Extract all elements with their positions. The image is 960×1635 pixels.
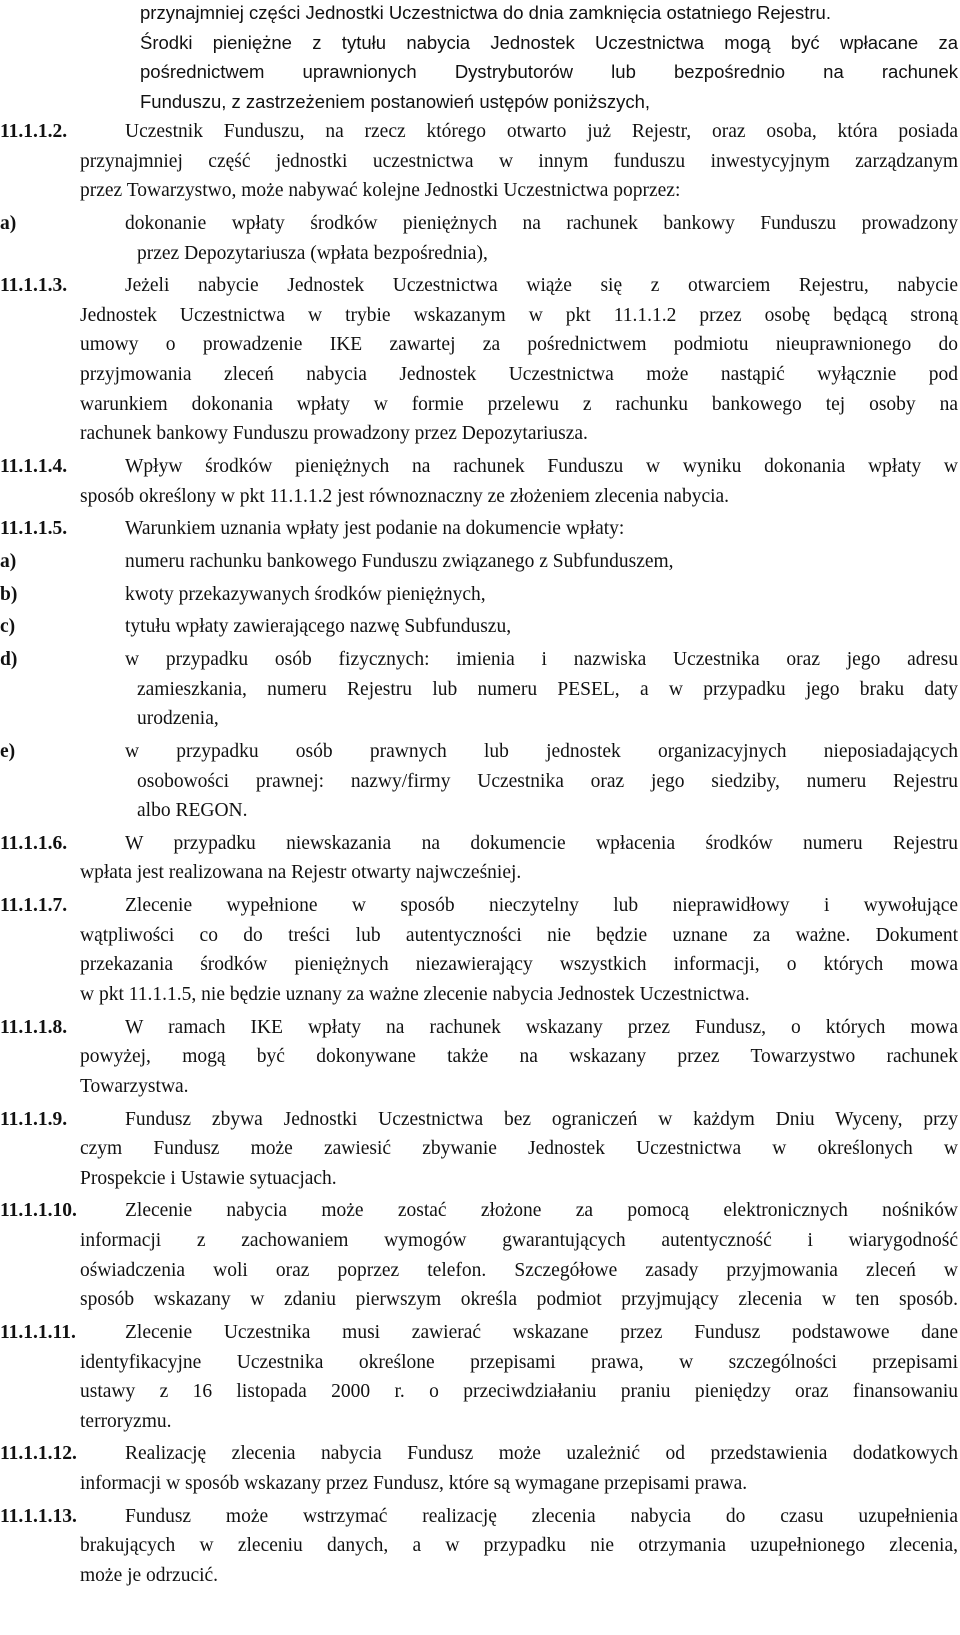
text-line: kwoty przekazywanych środków pieniężnych, bbox=[125, 583, 486, 605]
text-line: Prospekcie i Ustawie sytuacjach. bbox=[80, 1167, 337, 1189]
text-line: Wpływ środków pieniężnych na rachunek Funduszu w wyniku dokonania wpłaty w bbox=[125, 455, 958, 477]
text-line: może je odrzucić. bbox=[80, 1564, 219, 1586]
text-line: ustawy z 16 listopada 2000 r. o przeciwdziałaniu praniu pieniędzy oraz finansowaniu bbox=[80, 1381, 958, 1403]
text-line: w przypadku osób fizycznych: imienia i nazwiska Uczestnika oraz jego adresu bbox=[125, 649, 958, 670]
list-marker: e) bbox=[0, 740, 16, 762]
section-number: 11.1.1.4. bbox=[0, 455, 68, 477]
text-line: zamieszkania, numeru Rejestru lub numeru PESEL, a w przypadku jego braku daty bbox=[137, 678, 958, 700]
text-line: w pkt 11.1.1.5, nie będzie uznany za ważne zlecenie nabycia Jednostek Uczestnictwa. bbox=[80, 983, 750, 1005]
text-line: urodzenia, bbox=[137, 708, 219, 730]
text-line: terroryzmu. bbox=[80, 1410, 172, 1432]
text-line: przez Towarzystwo, może nabywać kolejne Jednostki Uczestnictwa poprzez: bbox=[80, 180, 681, 202]
list-marker: c) bbox=[0, 616, 16, 638]
text-line: Warunkiem uznania wpłaty jest podanie na dokumencie wpłaty: bbox=[125, 518, 625, 540]
text-line: oświadczenia woli oraz poprzez telefon. Szczegółowe zasady przyjmowania zleceń w bbox=[80, 1259, 958, 1281]
text-line: Uczestnik Funduszu, na rzecz którego otwarto już Rejestr, oraz osoba, która posiada bbox=[125, 121, 958, 142]
text-line: Środki pieniężne z tytułu nabycia Jednostek Uczestnictwa mogą być wpłacane za bbox=[140, 31, 958, 53]
text-line: Fundusz zbywa Jednostki Uczestnictwa bez ograniczeń w każdym Dniu Wyceny, przy bbox=[125, 1108, 958, 1130]
section-number: 11.1.1.6. bbox=[0, 832, 68, 854]
text-line: Towarzystwa. bbox=[80, 1075, 189, 1097]
list-marker: a) bbox=[0, 550, 17, 572]
text-line: Jeżeli nabycie Jednostek Uczestnictwa wiąże się z otwarciem Rejestru, nabycie bbox=[125, 275, 958, 297]
section-number: 11.1.1.10. bbox=[0, 1200, 77, 1222]
text-line: Fundusz może wstrzymać realizację zlecenia nabycia do czasu uzupełnienia bbox=[125, 1505, 958, 1527]
section-number: 11.1.1.5. bbox=[0, 518, 68, 540]
text-line: numeru rachunku bankowego Funduszu związanego z Subfunduszem, bbox=[125, 550, 674, 572]
text-line: umowy o prowadzenie IKE zawartej za pośrednictwem podmiotu nieuprawnionego do bbox=[80, 334, 958, 356]
text-line: informacji z zachowaniem wymogów gwarantujących autentyczność i wiarygodność bbox=[80, 1230, 958, 1251]
text-line: warunkiem dokonania wpłaty w formie przelewu z rachunku bankowego tej osoby na bbox=[80, 393, 958, 415]
text-line: albo REGON. bbox=[137, 800, 248, 822]
text-line: przekazania środków pieniężnych niezawierający wszystkich informacji, o których mowa bbox=[80, 954, 958, 976]
text-line: przynajmniej części Jednostki Uczestnictwa do dnia zamknięcia ostatniego Rejestru. bbox=[140, 2, 831, 23]
section-number: 11.1.1.3. bbox=[0, 275, 68, 297]
text-line: czym Fundusz może zawiesić zbywanie Jednostek Uczestnictwa w określonych w bbox=[80, 1138, 958, 1160]
text-line: pośrednictwem uprawnionych Dystrybutorów lub bezpośrednio na rachunek bbox=[140, 61, 958, 83]
text-line: Jednostek Uczestnictwa w trybie wskazanym w pkt 11.1.1.2 przez osobę będącą stroną bbox=[80, 304, 958, 326]
text-line: wątpliwości co do treści lub autentyczności nie będzie uznane za ważne. Dokument bbox=[80, 924, 958, 946]
text-line: W ramach IKE wpłaty na rachunek wskazany przez Fundusz, o których mowa bbox=[125, 1016, 958, 1038]
section-number: 11.1.1.9. bbox=[0, 1108, 68, 1130]
text-line: Zlecenie wypełnione w sposób nieczytelny lub nieprawidłowy i wywołujące bbox=[125, 895, 958, 917]
text-line: przyjmowania zleceń nabycia Jednostek Uczestnictwa może nastąpić wyłącznie pod bbox=[80, 364, 958, 385]
text-line: osobowości prawnej: nazwy/firmy Uczestnika oraz jego siedziby, numeru Rejestru bbox=[137, 770, 958, 792]
text-line: sposób określony w pkt 11.1.1.2 jest równoznaczny ze złożeniem zlecenia nabycia. bbox=[80, 485, 730, 507]
text-line: przynajmniej część jednostki uczestnictwa w innym funduszu inwestycyjnym zarządzanym bbox=[80, 150, 958, 172]
text-line: sposób wskazany w zdaniu pierwszym określa podmiot przyjmujący zlecenia w ten sposób. bbox=[80, 1289, 958, 1311]
text-line: Zlecenie nabycia może zostać złożone za pomocą elektronicznych nośników bbox=[125, 1200, 958, 1222]
text-line: dokonanie wpłaty środków pieniężnych na rachunek bankowy Funduszu prowadzony bbox=[125, 212, 958, 234]
section-number: 11.1.1.2. bbox=[0, 121, 68, 142]
text-line: powyżej, mogą być dokonywane także na wskazany przez Towarzystwo rachunek bbox=[80, 1046, 958, 1068]
section-number: 11.1.1.11. bbox=[0, 1321, 76, 1343]
section-number: 11.1.1.12. bbox=[0, 1443, 77, 1465]
text-line: przez Depozytariusza (wpłata bezpośrednia), bbox=[137, 242, 488, 264]
text-line: brakujących w zleceniu danych, a w przypadku nie otrzymania uzupełnionego zlecenia, bbox=[80, 1535, 958, 1557]
text-line: Zlecenie Uczestnika musi zawierać wskazane przez Fundusz podstawowe dane bbox=[125, 1321, 958, 1343]
list-marker: d) bbox=[0, 649, 18, 670]
text-line: informacji w sposób wskazany przez Fundusz, które są wymagane przepisami prawa. bbox=[80, 1473, 748, 1494]
list-marker: a) bbox=[0, 212, 17, 234]
text-line: tytułu wpłaty zawierającego nazwę Subfunduszu, bbox=[125, 616, 512, 638]
section-number: 11.1.1.8. bbox=[0, 1016, 68, 1038]
text-line: identyfikacyjne Uczestnika określone przepisami prawa, w szczególności przepisami bbox=[80, 1351, 958, 1373]
text-line: wpłata jest realizowana na Rejestr otwarty najwcześniej. bbox=[80, 862, 522, 884]
text-line: W przypadku niewskazania na dokumencie wpłacenia środków numeru Rejestru bbox=[125, 832, 958, 854]
text-line: rachunek bankowy Funduszu prowadzony przez Depozytariusza. bbox=[80, 423, 588, 445]
section-number: 11.1.1.7. bbox=[0, 895, 68, 917]
text-line: Realizację zlecenia nabycia Fundusz może uzależnić od przedstawienia dodatkowych bbox=[125, 1443, 958, 1465]
list-marker: b) bbox=[0, 583, 18, 605]
text-line: w przypadku osób prawnych lub jednostek organizacyjnych nieposiadających bbox=[125, 740, 958, 762]
section-number: 11.1.1.13. bbox=[0, 1505, 77, 1527]
text-line: Funduszu, z zastrzeżeniem postanowień ustępów poniższych, bbox=[140, 90, 651, 112]
